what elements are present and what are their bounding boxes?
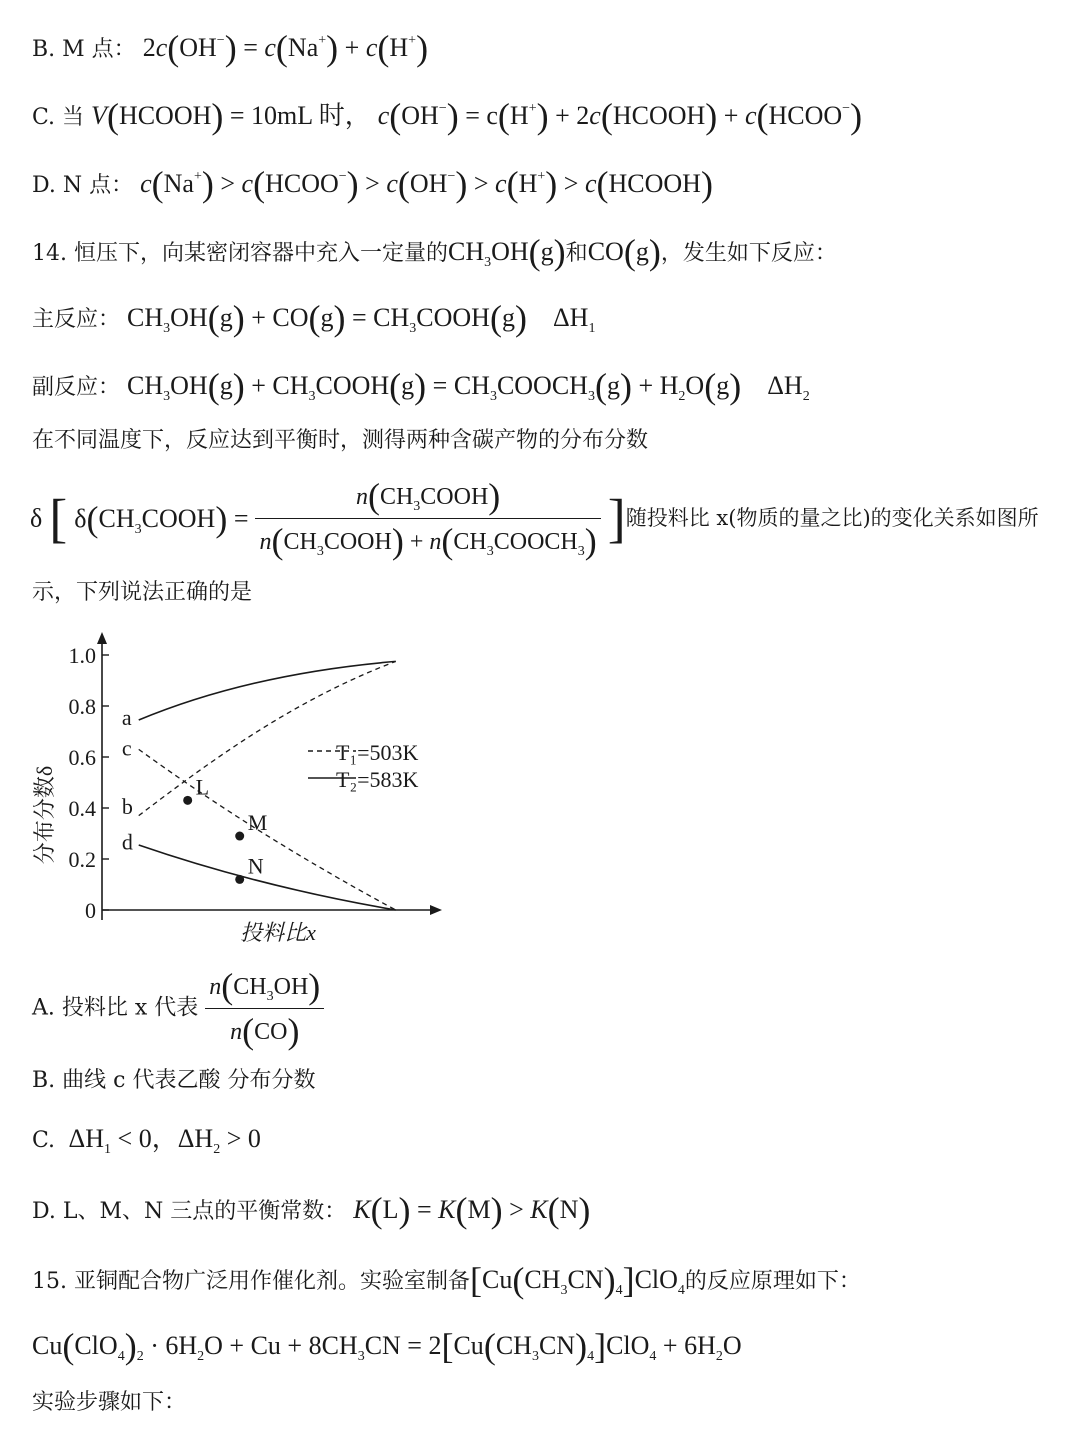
q15-stem-suffix: 的反应原理如下：	[684, 1269, 861, 1294]
q14-option-a	[32, 968, 324, 1049]
q15-steps: 实验步骤如下：	[32, 1390, 187, 1415]
q13-option-b-prefix: B. M 点：	[32, 37, 136, 62]
y-tick-label: 0	[85, 898, 96, 923]
q13-option-d-prefix: D. N 点：	[32, 173, 134, 198]
q13-option-c-prefix: C. 当	[32, 105, 85, 130]
q13-option-d	[32, 166, 713, 202]
q13-option-b	[32, 30, 428, 66]
q15-equation: $Cu(ClO_4)_2 \cdot 6H_2O + Cu + 8CH_3CN = 2[Cu(CH_3CN)_4]ClO_4 + 6H_2O$	[32, 1326, 742, 1366]
q14-delta-symbol: δ	[30, 503, 43, 533]
point-L	[183, 796, 192, 805]
curve-b	[139, 661, 396, 815]
q13-option-c-formula: c(OH−) = c(H+) + 2c(HCOOH) + c(HCOO−)	[377, 96, 863, 136]
y-tick-label: 0.8	[68, 694, 96, 719]
q14-option-b: B. 曲线 c 代表乙酸 分布分数	[32, 1068, 316, 1093]
legend-t2-label: T₂=583K	[336, 767, 419, 792]
q14-option-a-denominator: n(CO)	[230, 1011, 300, 1051]
q15-complex: $[Cu(CH_3CN)_4]ClO_4$	[469, 1260, 685, 1300]
q14-text3: 示，下列说法正确的是	[32, 580, 253, 605]
q14-option-a-prefix: A. 投料比 x 代表	[32, 995, 199, 1021]
q13-option-d-formula: c(Na+) > c(HCOO−) > c(OH−) > c(H+) > c(HCOOH)	[140, 164, 713, 204]
curve-d	[139, 845, 396, 910]
q14-main-reaction	[32, 300, 595, 336]
y-tick-label: 1.0	[68, 643, 96, 668]
q14-option-c-prefix: C.	[32, 1128, 56, 1153]
q13-option-c	[32, 98, 862, 134]
curve-a	[139, 661, 396, 720]
point-M	[235, 832, 244, 841]
legend-t1-label: T₁=503K	[336, 740, 419, 765]
curve-label-d: d	[121, 829, 133, 855]
q14-reactant-co: CO(g)	[587, 232, 661, 272]
q14-option-d-body: K(L) = K(M) > K(N)	[353, 1190, 591, 1230]
curve-label-a: a	[121, 704, 132, 730]
q15-stem-prefix: 15. 亚铜配合物广泛用作催化剂。实验室制备	[32, 1269, 470, 1294]
q14-stem-suffix: ，发生如下反应：	[660, 241, 837, 266]
point-label-M: M	[247, 810, 268, 836]
x-axis-arrow	[430, 905, 442, 915]
q14-option-a-numerator: $n(CH_3OH)$	[205, 968, 324, 1009]
q14-stem	[32, 234, 837, 270]
q15-stem	[32, 1262, 861, 1298]
x-axis-label: 投料比x	[240, 920, 316, 945]
q14-side-equation: $CH_3OH(g)$ + $CH_3COOH(g)$ = $CH_3COOCH_3(g) + H_2O(g)$ $\Delta H_2$	[127, 366, 810, 406]
q14-main-label: 主反应：	[32, 307, 121, 332]
q14-delta-lhs: $\delta(CH_3COOH)$ =	[74, 498, 249, 539]
q14-option-d-prefix: D. L、M、N 三点的平衡常数：	[32, 1199, 347, 1224]
curve-label-c: c	[121, 735, 132, 761]
point-label-L: L	[195, 774, 210, 800]
y-axis-arrow	[97, 632, 107, 644]
q14-delta-fraction	[255, 478, 600, 559]
q14-option-c	[32, 1126, 261, 1157]
q14-stem-and: 和	[565, 241, 588, 266]
q14-reactant-methanol: $CH_3OH(g)$	[447, 232, 566, 272]
point-label-N: N	[247, 853, 264, 879]
y-axis-label: 分布分数δ	[32, 765, 57, 865]
q14-delta-numerator: $n(CH_3COOH)$	[255, 478, 600, 519]
q14-side-label: 副反应：	[32, 375, 121, 400]
q14-delta-denominator: $n(CH_3COOH)$ + $n(CH_3COOCH_3)$	[259, 521, 597, 561]
y-tick-label: 0.2	[68, 847, 96, 872]
q15-reaction	[32, 1328, 742, 1364]
q14-option-d	[32, 1192, 590, 1228]
q14-option-a-fraction	[205, 968, 324, 1049]
curve-label-b: b	[121, 794, 133, 819]
distribution-chart	[30, 630, 460, 950]
q14-option-c-body: $\Delta H_1 < 0$，$\Delta H_2 > 0$	[62, 1124, 261, 1157]
y-tick-label: 0.4	[68, 796, 96, 821]
q14-side-reaction	[32, 368, 810, 404]
q13-option-b-formula: 2c(OH−) = c(Na+) + c(H+)	[142, 28, 429, 68]
q14-text2: 随投料比 x(物质的量之比)的变化关系如图所	[625, 506, 1039, 530]
q14-stem-prefix: 14. 恒压下，向某密闭容器中充入一定量的	[32, 241, 448, 266]
y-tick-label: 0.6	[68, 745, 96, 770]
q14-text1: 在不同温度下，反应达到平衡时，测得两种含碳产物的分布分数	[32, 428, 649, 453]
point-N	[235, 875, 244, 884]
q14-delta-definition: δ [ $\delta(CH_3COOH)$ = $\frac{n(CH_3COOH)}{n(CH_3COOH) + n(CH_3COOCH_3)}$ ]随投料比 x(物质的量之比)的变化关系如图所	[30, 476, 1039, 561]
q14-main-equation: $CH_3OH(g) + CO(g)$ = $CH_3COOH(g)$ $\Delta H_1$	[127, 298, 596, 338]
q13-option-c-cond: V(HCOOH) = 10mL 时，	[91, 96, 371, 136]
